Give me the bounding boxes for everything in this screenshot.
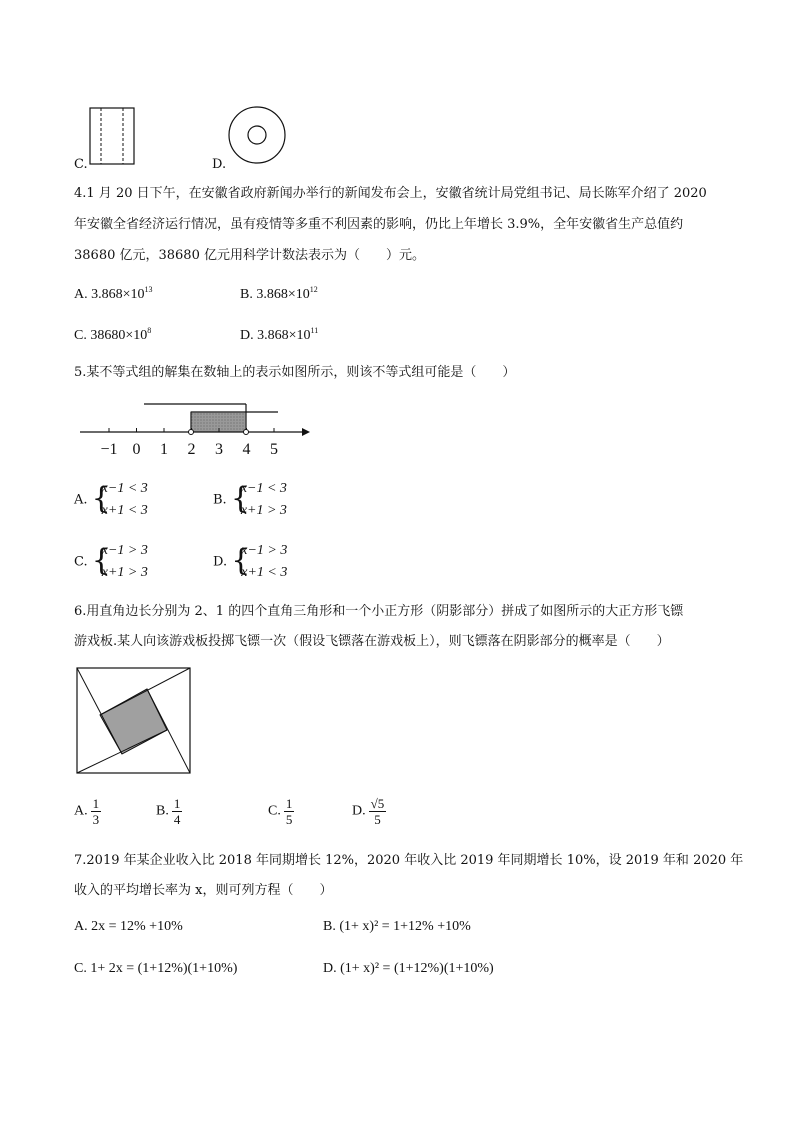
axis-tick-label: 4 — [242, 441, 251, 458]
q5-option-a: A. { x−1 < 3 x+1 < 3 — [74, 481, 148, 518]
number-line-figure — [74, 395, 314, 460]
q6-option-b: B. $\frac{1}{4}$ — [156, 796, 181, 827]
q7-option-c: C. 1+ 2x = (1+12%)(1+10%) — [74, 961, 238, 976]
q6-option-a: A. $\frac{1}{3}$ — [74, 796, 100, 827]
axis-arrow-icon — [302, 428, 310, 436]
dartboard-square-figure — [76, 667, 192, 775]
q3-option-c-label: C. — [74, 157, 88, 172]
q6-option-c: C. $\frac{1}{5}$ — [268, 796, 293, 827]
q7-option-a: A. 2x = 12% +10% — [74, 919, 183, 934]
axis-tick-label: −1 — [100, 441, 118, 458]
q4-option-c: C. $38680\times 10^8$ — [74, 326, 152, 343]
q7-stem-line2: 收入的平均增长率为 x，则可列方程（ ） — [74, 883, 333, 898]
q4-option-d: D. $3.868\times 10^{11}$ — [240, 326, 319, 343]
q6-option-d: D. $\frac{√5}{5}$ — [352, 796, 385, 827]
q6-stem-line1: 6.用直角边长分别为 2、1 的四个直角三角形和一个小正方形（阴影部分）拼成了如图所示的大正方形飞镖 — [74, 604, 684, 619]
q4-stem-line2: 年安徽全省经济运行情况，虽有疫情等多重不利因素的影响，仍比上年增长 3.9%，全年安徽省生产总值约 — [74, 217, 684, 232]
q5-stem: 5.某不等式组的解集在数轴上的表示如图所示，则该不等式组可能是（ ） — [74, 365, 516, 380]
q7-option-b: B. (1+ x)² = 1+12% +10% — [323, 919, 471, 934]
q6-stem-line2: 游戏板.某人向该游戏板投掷飞镖一次（假设飞镖落在游戏板上），则飞镖落在阴影部分的概率是（ ） — [74, 634, 670, 649]
q5-option-b: B. { x−1 < 3 x+1 > 3 — [213, 481, 287, 518]
shaded-small-square — [100, 689, 167, 754]
q5-option-d: D. { x−1 > 3 x+1 < 3 — [213, 543, 288, 580]
ring-figure — [226, 104, 288, 166]
q4-stem-line1: 4.1 月 20 日下午，在安徽省政府新闻办举行的新闻发布会上，安徽省统计局党组书记、局长陈军介绍了 2020 — [74, 186, 707, 201]
open-point-2 — [189, 430, 194, 435]
axis-tick-label: 5 — [270, 441, 278, 458]
q7-option-d: D. (1+ x)² = (1+12%)(1+10%) — [323, 961, 494, 976]
axis-tick-label: 1 — [160, 441, 168, 458]
q4-option-a: A. $3.868\times 10^{13}$ — [74, 285, 153, 302]
rectangle-dashed-figure — [88, 106, 138, 168]
open-point-4 — [244, 430, 249, 435]
q4-option-b: B. $3.868\times 10^{12}$ — [240, 285, 318, 302]
q7-stem-line1: 7.2019 年某企业收入比 2018 年同期增长 12%，2020 年收入比 2019 年同期增长 10%，设 2019 年和 2020 年 — [74, 853, 744, 868]
q4-stem-line3: 38680 亿元，38680 亿元用科学计数法表示为（ ）元。 — [74, 248, 425, 263]
axis-tick-label: 2 — [187, 441, 196, 458]
axis-tick-label: 0 — [132, 441, 141, 458]
q3-option-d-label: D. — [212, 157, 227, 172]
q5-option-c: C. { x−1 > 3 x+1 > 3 — [74, 543, 148, 580]
axis-tick-label: 3 — [215, 441, 223, 458]
